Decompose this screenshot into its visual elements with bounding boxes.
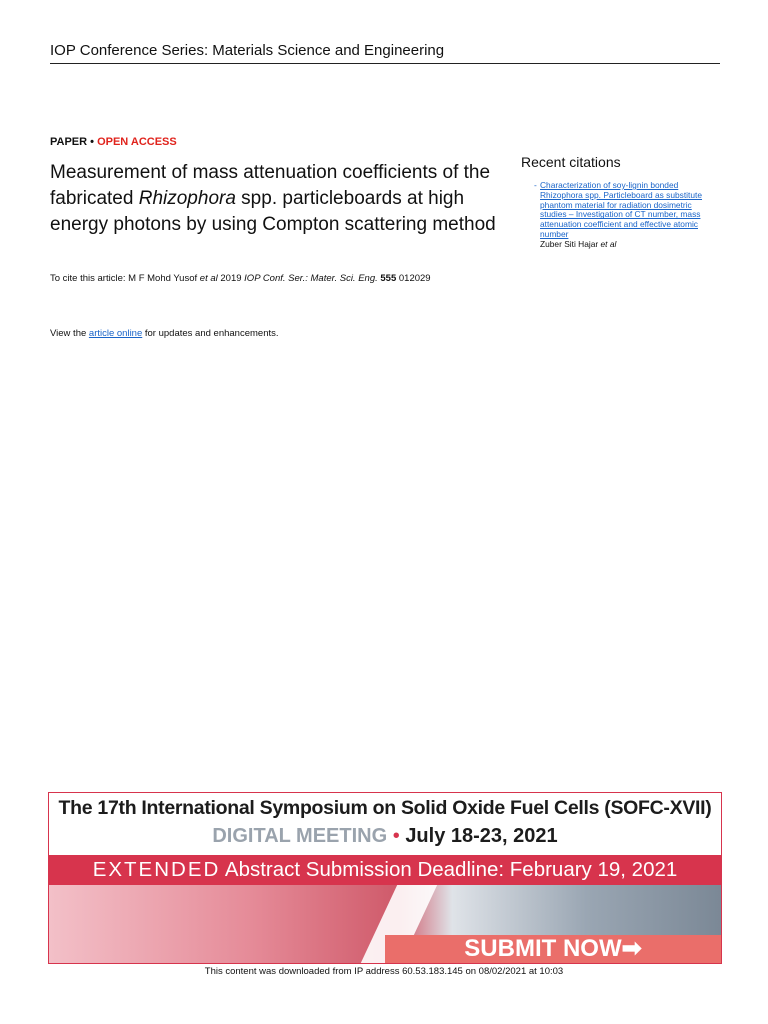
recent-citation-item — [534, 180, 718, 250]
view-suffix: for updates and enhancements. — [142, 328, 279, 339]
digital-meeting-label: DIGITAL MEETING — [212, 825, 388, 847]
submit-label: SUBMIT NOW — [464, 935, 622, 962]
view-online-line — [50, 328, 279, 339]
submit-now-button[interactable] — [385, 935, 721, 963]
banner-meeting-line — [49, 825, 721, 848]
paper-type-label: PAPER — [50, 136, 88, 148]
recent-citation-author — [540, 240, 718, 250]
deadline-band — [49, 855, 721, 885]
title-italic: Rhizophora — [138, 188, 236, 209]
title-part2: spp. particleboards at high energy photons by using Compton scattering method — [50, 188, 496, 235]
citation-year: 2019 — [217, 273, 245, 284]
sofc-advert-banner[interactable] — [48, 792, 722, 964]
author-et-al: et al — [600, 238, 617, 249]
extended-label: EXTENDED — [92, 858, 221, 881]
citation-volume: 555 — [377, 273, 397, 284]
citation-article-no: 012029 — [396, 273, 431, 284]
deadline-text: Abstract Submission Deadline: February 19, 2021 — [224, 858, 678, 881]
separator: • — [87, 136, 98, 148]
paper-type-line — [50, 136, 177, 148]
bullet: - — [534, 180, 537, 190]
article-online-link[interactable]: article online — [88, 328, 143, 339]
citation-et-al: et al — [199, 273, 218, 284]
journal-title: IOP Conference Series: Materials Science and Engineering — [50, 42, 720, 64]
open-access-label: OPEN ACCESS — [97, 136, 177, 148]
meeting-dates: July 18-23, 2021 — [405, 825, 558, 847]
article-title — [50, 160, 510, 238]
download-footer: This content was downloaded from IP address 60.53.183.145 on 08/02/2021 at 10:03 — [204, 966, 564, 977]
view-prefix: View the — [50, 328, 89, 339]
citation-line — [50, 273, 431, 284]
title-part1: Measurement of mass attenuation coefficients of the fabricated — [50, 162, 491, 209]
citation-prefix: To cite this article: M F Mohd Yusof — [50, 273, 200, 284]
recent-citations-heading: Recent citations — [521, 154, 621, 170]
recent-citation-link[interactable]: Characterization of soy-lignin bonded Rhizophora spp. Particleboard as substitute phantom material for radiation dosimetric studies – Investigation of CT number, mass attenuation coefficient and effective atomic number — [540, 180, 703, 239]
banner-headline: The 17th International Symposium on Solid Oxide Fuel Cells (SOFC-XVII) — [58, 797, 712, 819]
citation-journal: IOP Conf. Ser.: Mater. Sci. Eng. — [244, 273, 378, 284]
banner-dot: • — [392, 825, 400, 847]
author-name: Zuber Siti Hajar — [540, 238, 601, 249]
arrow-right-icon: ➡ — [621, 935, 642, 962]
